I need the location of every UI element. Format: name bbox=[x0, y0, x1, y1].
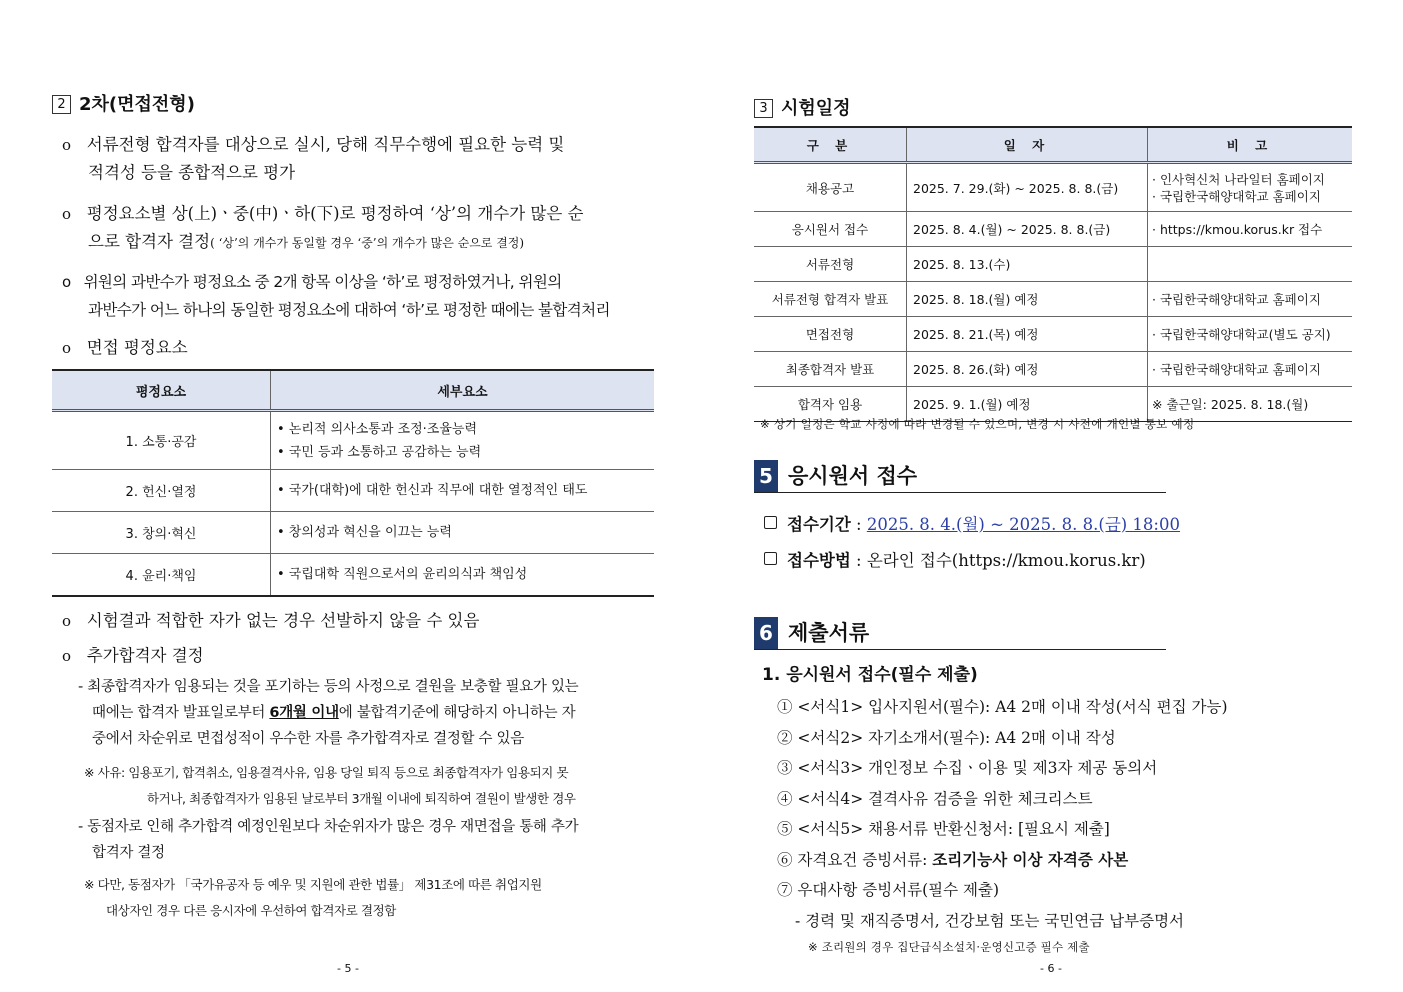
para-5: o 시험결과 적합한 자가 없는 경우 선발하지 않을 수 있음 bbox=[62, 611, 480, 630]
table-header: 구 분 bbox=[754, 127, 907, 163]
interview-factors-table bbox=[52, 369, 654, 597]
subheading-application: 1. 응시원서 접수(필수 제출) bbox=[762, 665, 978, 685]
table-row: 면접전형 2025. 8. 21.(목) 예정 · 국립한국해양대학교(별도 공지) bbox=[754, 317, 1352, 352]
list-item: - 경력 및 재직증명서, 건강보험 또는 국민연금 납부증명서 bbox=[795, 911, 1185, 930]
documents-note: ※ 조리원의 경우 집단급식소설치·운영신고증 필수 제출 bbox=[808, 940, 1090, 954]
bullet-o-icon: o bbox=[62, 612, 72, 630]
section-6-title: 제출서류 bbox=[788, 621, 870, 645]
period-value: 2025. 8. 4.(월) ~ 2025. 8. 8.(금) 18:00 bbox=[866, 515, 1180, 534]
section-3-title: 시험일정 bbox=[781, 98, 851, 119]
table-header: 비 고 bbox=[1148, 127, 1353, 163]
section-3-heading bbox=[754, 94, 851, 120]
section-6-number: 6 bbox=[754, 617, 778, 649]
table-row: 서류전형 합격자 발표 2025. 8. 18.(월) 예정 · 국립한국해양대학교 홈페이지 bbox=[754, 282, 1352, 317]
table-header: 일 자 bbox=[907, 127, 1148, 163]
table-header: 평정요소 bbox=[52, 370, 271, 411]
bullet-o-icon: o bbox=[62, 205, 72, 223]
table-row: 3. 창의·혁신 • 창의성과 혁신을 이끄는 능력 bbox=[52, 512, 654, 554]
dash-item-1: - 최종합격자가 임용되는 것을 포기하는 등의 사정으로 결원을 보충할 필요가 있는 때에는 합격자 발표일로부터 6개월 이내에 불합격기준에 해당하지 아니하는 자 중에서 차순위로 면접성적이 우수한 자를 추가합격자로 결정할 수 있음 bbox=[78, 679, 579, 747]
table-header: 세부요소 bbox=[271, 370, 655, 411]
bullet-o-icon: o bbox=[62, 136, 72, 154]
table-row: 4. 윤리·책임 • 국립대학 직원으로서의 윤리의식과 책임성 bbox=[52, 554, 654, 596]
para-2: o 평정요소별 상(上)ㆍ중(中)ㆍ하(下)로 평정하여 ‘상’의 개수가 많은 순 으로 합격자 결정( ‘상’의 개수가 동일할 경우 ‘중’의 개수가 많은 순으로 결정) bbox=[62, 204, 584, 251]
para-3: o 위원의 과반수가 평정요소 중 2개 항목 이상을 ‘하’로 평정하였거나, 위원의 과반수가 어느 하나의 동일한 평정요소에 대하여 ‘하’로 평정한 때에는 불합격처리 bbox=[62, 273, 610, 319]
section-2-title: 2차(면접전형) bbox=[79, 94, 195, 115]
page-number: - 6 - bbox=[1040, 962, 1062, 975]
bullet-o-icon: o bbox=[62, 647, 72, 665]
table-row: 서류전형 2025. 8. 13.(수) bbox=[754, 247, 1352, 282]
bullet-o-icon: o bbox=[62, 273, 71, 291]
para-1: o 서류전형 합격자를 대상으로 실시, 당해 직무수행에 필요한 능력 및 적격성 등을 종합적으로 평가 bbox=[62, 135, 565, 182]
schedule-note: ※ 상기 일정은 학교 사정에 따라 변경될 수 있으며, 변경 시 사전에 개인별 통보 예정 bbox=[760, 417, 1195, 431]
table-row: 최종합격자 발표 2025. 8. 26.(화) 예정 · 국립한국해양대학교 홈페이지 bbox=[754, 352, 1352, 387]
dash-item-2: - 동점자로 인해 추가합격 예정인원보다 차순위자가 많은 경우 재면접을 통해 추가 합격자 결정 bbox=[78, 819, 579, 861]
list-item: ⑦ 우대사항 증빙서류(필수 제출) bbox=[777, 881, 1000, 899]
list-item: ⑤ <서식5> 채용서류 반환신청서: [필요시 제출] bbox=[777, 820, 1110, 838]
table-row: 합격자 임용 2025. 9. 1.(월) 예정 ※ 출근일: 2025. 8. 18.(월) bbox=[754, 387, 1352, 422]
table-row: 응시원서 접수 2025. 8. 4.(월) ~ 2025. 8. 8.(금) · https://kmou.korus.kr 접수 bbox=[754, 212, 1352, 247]
note-2: ※ 다만, 동점자가 「국가유공자 등 예우 및 지원에 관한 법률」 제31조에 따른 취업지원 대상자인 경우 다른 응시자에 우선하여 합격자로 결정함 bbox=[84, 877, 542, 918]
list-item: ② <서식2> 자기소개서(필수): A4 2매 이내 작성 bbox=[777, 728, 1116, 747]
table-row: 채용공고 2025. 7. 29.(화) ~ 2025. 8. 8.(금) · 인사혁신처 나라일터 홈페이지 · 국립한국해양대학교 홈페이지 bbox=[754, 163, 1352, 212]
table-row: 2. 헌신·열정 • 국가(대학)에 대한 헌신과 직무에 대한 열정적인 태도 bbox=[52, 470, 654, 512]
method-value: 온라인 접수(https://kmou.korus.kr) bbox=[866, 551, 1146, 570]
section-3-number: 3 bbox=[754, 99, 773, 118]
checkbox-square-icon bbox=[764, 552, 777, 565]
documents-list bbox=[777, 692, 1228, 936]
para-6: o 추가합격자 결정 bbox=[62, 646, 204, 665]
list-item: ① <서식1> 입사지원서(필수): A4 2매 이내 작성(서식 편집 가능) bbox=[777, 698, 1228, 716]
section-5-number: 5 bbox=[754, 460, 778, 492]
bullet-o-icon: o bbox=[62, 339, 72, 357]
section-2-heading bbox=[52, 90, 195, 116]
page-number: - 5 - bbox=[337, 962, 359, 975]
note-1: ※ 사유: 임용포기, 합격취소, 임용결격사유, 임용 당일 퇴직 등으로 최종합격자가 임용되지 못 하거나, 최종합격자가 임용된 날로부터 3개월 이내에 퇴직하여 결원이 발생한 경우 bbox=[84, 765, 576, 806]
section-2-number: 2 bbox=[52, 95, 71, 114]
schedule-table bbox=[754, 126, 1352, 422]
list-item: ③ <서식3> 개인정보 수집ㆍ이용 및 제3자 제공 동의서 bbox=[777, 759, 1158, 777]
list-item: ④ <서식4> 결격사유 검증을 위한 체크리스트 bbox=[777, 789, 1093, 808]
table-row: 1. 소통·공감 • 논리적 의사소통과 조정·조율능력 • 국민 등과 소통하고 공감하는 능력 bbox=[52, 411, 654, 470]
list-item: ⑥ 자격요건 증빙서류: 조리기능사 이상 자격증 사본 bbox=[777, 849, 1129, 869]
section-5-title: 응시원서 접수 bbox=[788, 464, 918, 488]
section-6-heading bbox=[754, 617, 1166, 650]
checkbox-square-icon bbox=[764, 516, 777, 529]
para-4: o 면접 평정요소 bbox=[62, 338, 188, 357]
application-period: 접수기간 : 2025. 8. 4.(월) ~ 2025. 8. 8.(금) 18:00 bbox=[764, 512, 1180, 538]
section-5-heading bbox=[754, 460, 1166, 493]
application-method: 접수방법 : 온라인 접수(https://kmou.korus.kr) bbox=[764, 548, 1146, 574]
